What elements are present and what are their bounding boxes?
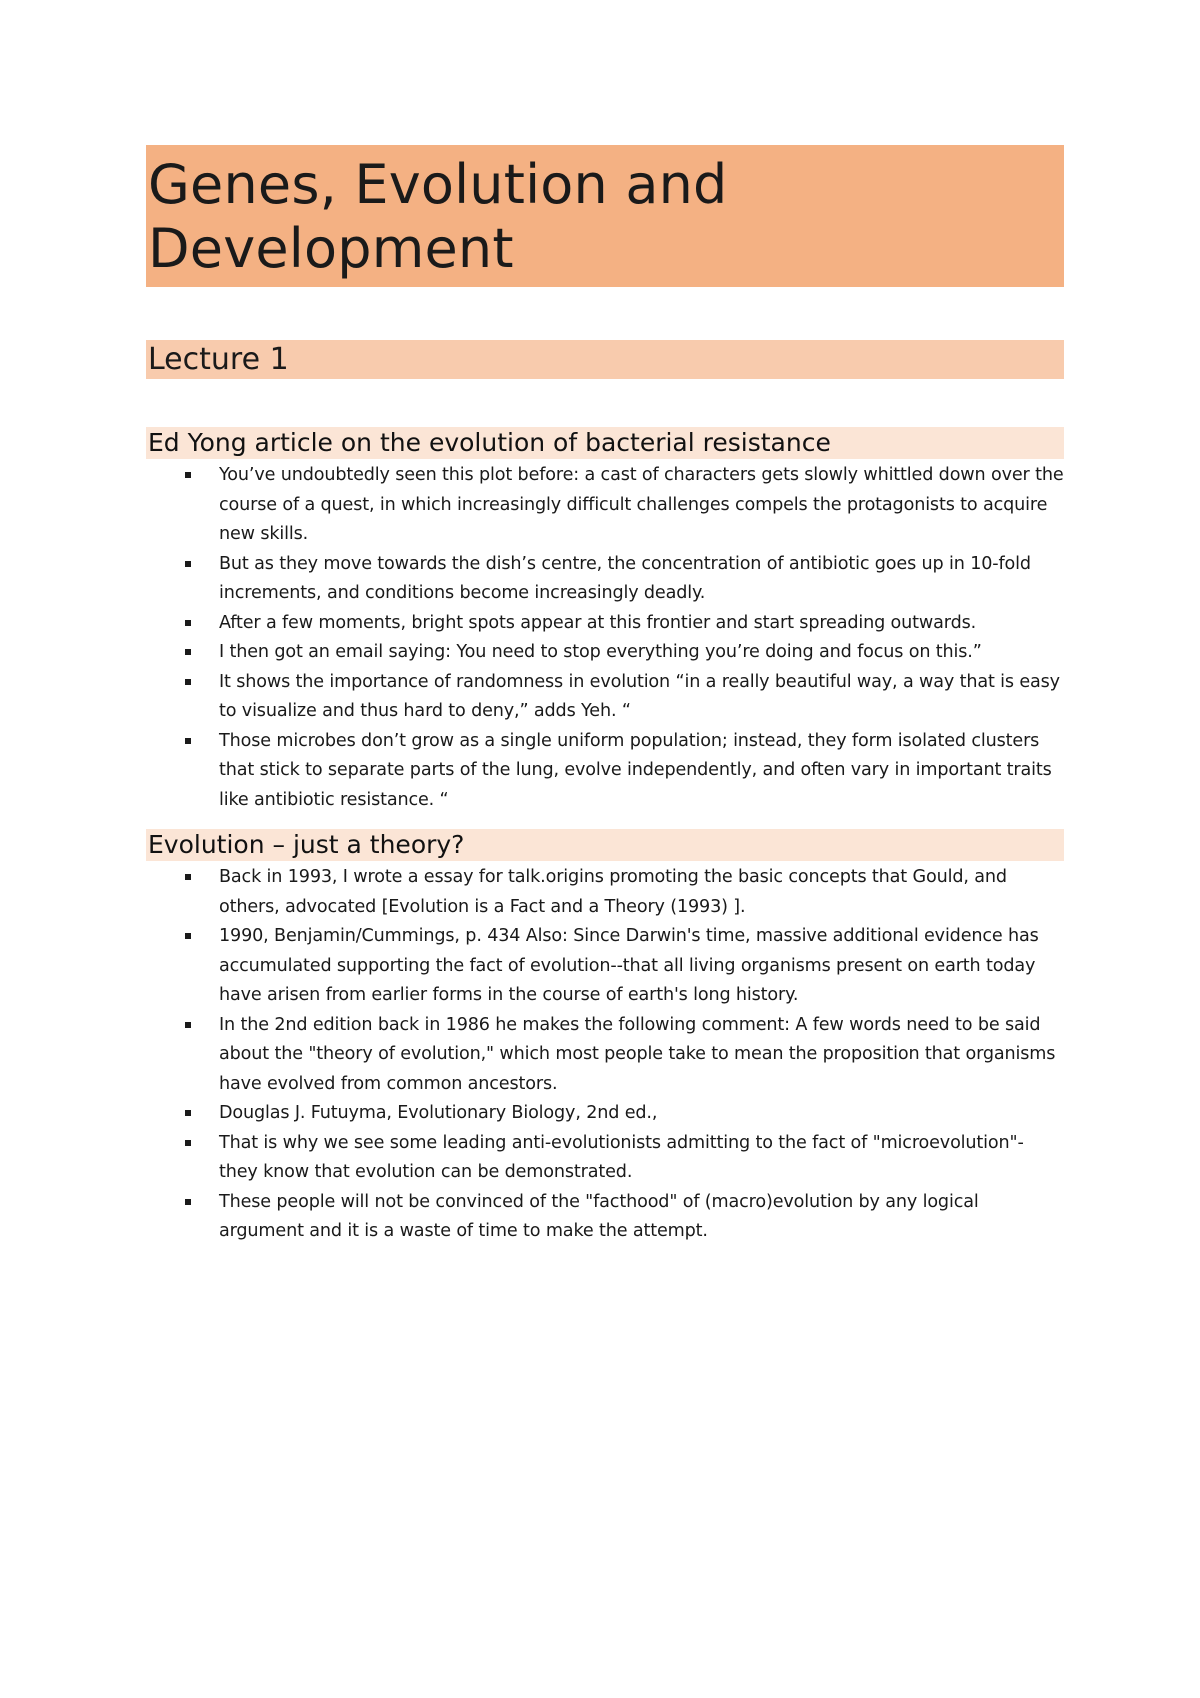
list-item-text: I then got an email saying: You need to stop everything you’re doing and focus on this.” bbox=[219, 642, 982, 662]
list-item bbox=[146, 727, 1064, 816]
square-bullet-icon bbox=[185, 874, 191, 880]
list-item bbox=[146, 1011, 1064, 1100]
document-page bbox=[146, 145, 1064, 1247]
list-item bbox=[146, 550, 1064, 609]
list-item-text: It shows the importance of randomness in evolution “in a really beautiful way, a way that is easy to visualize and thus hard to deny,” adds Yeh. “ bbox=[219, 671, 1060, 721]
square-bullet-icon bbox=[185, 933, 191, 939]
square-bullet-icon bbox=[185, 1022, 191, 1028]
square-bullet-icon bbox=[185, 561, 191, 567]
list-item-text: Back in 1993, I wrote a essay for talk.origins promoting the basic concepts that Gould, and others, advocated [Evolution is a Fact and a Theory (1993) ]. bbox=[219, 867, 1007, 917]
list-item-text: You’ve undoubtedly seen this plot before: a cast of characters gets slowly whittled down over the course of a quest, in which increasingly difficult challenges compels the protagonists to acquire new skills. bbox=[219, 465, 1064, 544]
document-title: Genes, Evolution and Development bbox=[146, 145, 1064, 287]
square-bullet-icon bbox=[185, 1140, 191, 1146]
list-item-text: In the 2nd edition back in 1986 he makes the following comment: A few words need to be said about the "theory of evolution," which most people take to mean the proposition that organisms have evolved from common ancestors. bbox=[219, 1014, 1056, 1094]
list-item-text: That is why we see some leading anti-evolutionists admitting to the fact of "microevolution"- they know that evolution can be demonstrated. bbox=[219, 1132, 1024, 1182]
section-heading-bacterial-resistance: Ed Yong article on the evolution of bacterial resistance bbox=[146, 427, 1064, 459]
section-heading-just-a-theory: Evolution – just a theory? bbox=[146, 829, 1064, 861]
list-item bbox=[146, 609, 1064, 639]
list-item bbox=[146, 922, 1064, 1011]
bullet-list-just-a-theory bbox=[146, 863, 1064, 1247]
list-item bbox=[146, 668, 1064, 727]
list-item-text: These people will not be convinced of the "facthood" of (macro)evolution by any logical argument and it is a waste of time to make the attempt. bbox=[219, 1191, 979, 1241]
square-bullet-icon bbox=[185, 620, 191, 626]
square-bullet-icon bbox=[185, 1199, 191, 1205]
square-bullet-icon bbox=[185, 472, 191, 478]
lecture-heading: Lecture 1 bbox=[146, 340, 1064, 379]
bullet-list-bacterial-resistance bbox=[146, 461, 1064, 815]
list-item bbox=[146, 1099, 1064, 1129]
list-item-text: 1990, Benjamin/Cummings, p. 434 Also: Since Darwin's time, massive additional evidence has accumulated supporting the fact of evolution--that all living organisms present on earth today have arisen from earlier forms in the course of earth's long history. bbox=[219, 926, 1039, 1005]
list-item bbox=[146, 638, 1064, 668]
list-item bbox=[146, 863, 1064, 922]
list-item bbox=[146, 461, 1064, 550]
list-item bbox=[146, 1129, 1064, 1188]
square-bullet-icon bbox=[185, 649, 191, 655]
square-bullet-icon bbox=[185, 679, 191, 685]
square-bullet-icon bbox=[185, 738, 191, 744]
list-item-text: But as they move towards the dish’s centre, the concentration of antibiotic goes up in 10-fold increments, and conditions become increasingly deadly. bbox=[219, 553, 1031, 603]
list-item-text: Douglas J. Futuyma, Evolutionary Biology, 2nd ed., bbox=[219, 1103, 658, 1123]
list-item-text: Those microbes don’t grow as a single uniform population; instead, they form isolated clusters that stick to separate parts of the lung, evolve independently, and often vary in important traits like antibiotic resistance. “ bbox=[219, 730, 1052, 810]
square-bullet-icon bbox=[185, 1110, 191, 1116]
list-item bbox=[146, 1188, 1064, 1247]
list-item-text: After a few moments, bright spots appear at this frontier and start spreading outwards. bbox=[219, 612, 977, 633]
